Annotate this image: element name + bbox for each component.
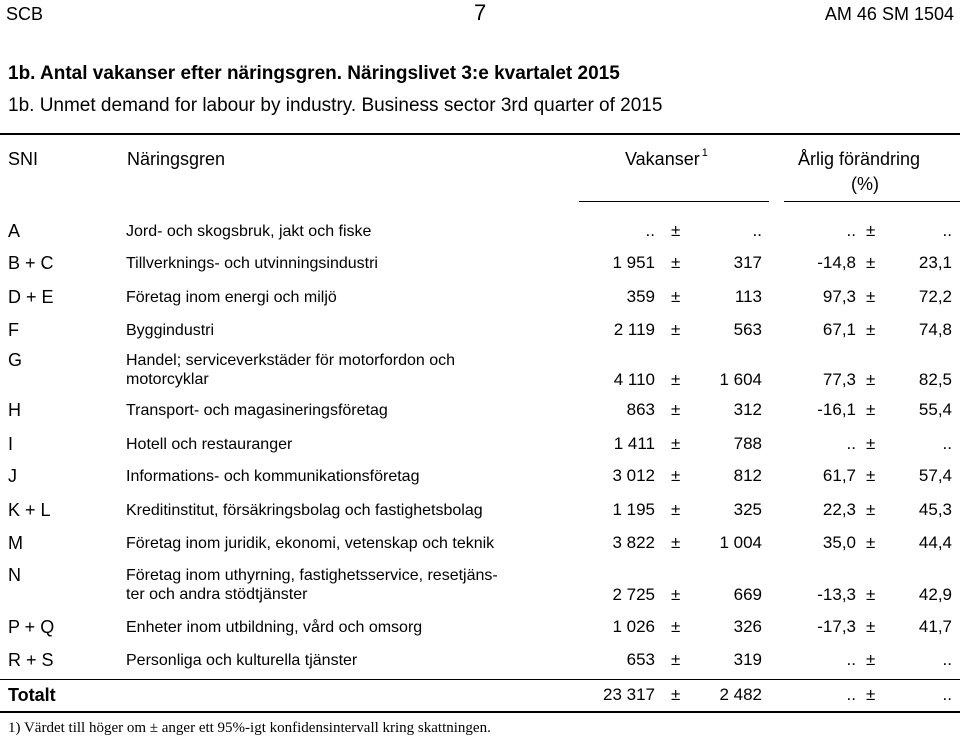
row-ci-change: 42,9	[918, 585, 952, 604]
row-pm-vacancies: ±	[671, 434, 681, 453]
row-ci-vacancies: 325	[733, 500, 762, 519]
row-industry-name: Kreditinstitut, försäkringsbolag och fastighetsbolag	[126, 502, 483, 519]
row-vacancies: 3 012	[612, 466, 655, 485]
vacancies-label: Vakanser	[625, 149, 700, 169]
row-sni-code: K + L	[8, 500, 51, 520]
row-ci-change: 57,4	[918, 466, 952, 485]
row-ci-change: 45,3	[918, 500, 952, 519]
row-ci-vacancies: 317	[733, 253, 762, 272]
row-ci-change: 23,1	[918, 253, 952, 272]
row-pm-vacancies: ±	[671, 400, 681, 419]
vacancies-footnote-ref: 1	[701, 147, 708, 159]
row-pm-vacancies: ±	[671, 650, 681, 669]
row-industry-name: Företag inom juridik, ekonomi, vetenskap och teknik	[126, 535, 495, 552]
row-sni-code: R + S	[8, 650, 54, 670]
total-vacancies: 23 317	[603, 685, 655, 704]
row-ci-vacancies: 113	[734, 287, 762, 306]
row-sni-code: M	[8, 533, 23, 553]
row-ci-vacancies: 326	[733, 617, 762, 636]
row-ci-change: 55,4	[918, 400, 952, 419]
total-pm-vacancies: ±	[671, 685, 681, 704]
row-pm-change: ±	[866, 434, 876, 453]
footnote: 1) Värdet till höger om ± anger ett 95%-igt konfidensintervall kring skattningen.	[8, 720, 491, 736]
row-ci-change: 41,7	[918, 617, 952, 636]
total-label: Totalt	[8, 685, 56, 705]
row-pm-change: ±	[866, 617, 876, 636]
row-industry-name: Hotell och restauranger	[126, 436, 293, 453]
row-ci-change: 44,4	[918, 533, 952, 552]
row-annual-change: -17,3	[817, 617, 856, 636]
row-pm-vacancies: ±	[671, 500, 681, 519]
table-row	[0, 650, 960, 674]
table-row	[0, 221, 960, 245]
row-pm-change: ±	[866, 585, 876, 604]
row-annual-change: ..	[846, 434, 856, 453]
row-ci-change: 74,8	[918, 320, 952, 339]
total-ci-vacancies: 2 482	[719, 685, 762, 704]
page-number: 7	[474, 0, 487, 25]
row-industry-name-cont: ter och andra stödtjänster	[126, 586, 308, 603]
row-vacancies: ..	[645, 221, 655, 240]
row-pm-vacancies: ±	[671, 320, 681, 339]
row-industry-name: Jord- och skogsbruk, jakt och fiske	[126, 223, 372, 240]
total-ci-change: ..	[942, 685, 952, 704]
column-header-sni: SNI	[8, 149, 39, 169]
row-pm-change: ±	[866, 287, 876, 306]
row-ci-change: ..	[942, 650, 952, 669]
row-vacancies: 1 411	[613, 434, 655, 453]
row-industry-name: Informations- och kommunikationsföretag	[126, 468, 420, 485]
row-annual-change: 97,3	[822, 287, 856, 306]
row-sni-code: J	[8, 466, 17, 486]
row-vacancies: 1 951	[612, 253, 655, 272]
row-industry-name: Företag inom uthyrning, fastighetsservice, resetjäns-	[126, 567, 498, 584]
row-pm-change: ±	[866, 650, 876, 669]
row-vacancies: 653	[626, 650, 655, 669]
row-vacancies: 4 110	[613, 370, 655, 389]
change-underline	[784, 201, 960, 202]
row-pm-vacancies: ±	[671, 585, 681, 604]
table-row	[0, 320, 960, 344]
row-pm-vacancies: ±	[671, 466, 681, 485]
table-row	[0, 253, 960, 277]
table-row	[0, 466, 960, 490]
table-row	[0, 287, 960, 311]
row-industry-name: Byggindustri	[126, 322, 215, 339]
column-header-vacancies	[625, 149, 708, 170]
row-annual-change: 22,3	[822, 500, 856, 519]
row-vacancies: 3 822	[612, 533, 655, 552]
row-sni-code: I	[8, 434, 14, 454]
row-pm-vacancies: ±	[671, 221, 681, 240]
row-pm-change: ±	[866, 370, 876, 389]
agency-label: SCB	[6, 4, 44, 24]
report-id: AM 46 SM 1504	[824, 4, 954, 24]
row-pm-vacancies: ±	[671, 617, 681, 636]
row-pm-change: ±	[866, 253, 876, 272]
row-annual-change: -13,3	[817, 585, 856, 604]
row-ci-vacancies: ..	[752, 221, 762, 240]
row-annual-change: -14,8	[817, 253, 856, 272]
row-sni-code: P + Q	[8, 617, 55, 637]
row-ci-vacancies: 1 004	[719, 533, 762, 552]
row-ci-change: ..	[942, 221, 952, 240]
row-annual-change: 77,3	[822, 370, 856, 389]
row-pm-change: ±	[866, 500, 876, 519]
table-row	[0, 617, 960, 641]
row-annual-change: 67,1	[822, 320, 856, 339]
row-ci-vacancies: 669	[733, 585, 762, 604]
column-header-industry: Näringsgren	[127, 149, 226, 169]
row-pm-change: ±	[866, 320, 876, 339]
row-industry-name: Personliga och kulturella tjänster	[126, 652, 358, 669]
row-sni-code: F	[8, 320, 19, 340]
row-vacancies: 863	[626, 400, 655, 419]
row-sni-code: G	[8, 350, 23, 370]
footnote-rule	[0, 711, 618, 712]
row-sni-code: N	[8, 565, 21, 585]
row-ci-vacancies: 812	[733, 466, 762, 485]
row-ci-vacancies: 788	[733, 434, 762, 453]
row-ci-change: ..	[942, 434, 952, 453]
row-industry-name: Tillverknings- och utvinningsindustri	[126, 255, 378, 272]
header-top-rule	[0, 133, 960, 135]
row-pm-change: ±	[866, 400, 876, 419]
row-pm-change: ±	[866, 533, 876, 552]
row-vacancies: 359	[626, 287, 655, 306]
row-industry-name: Enheter inom utbildning, vård och omsorg	[126, 619, 423, 636]
total-pm-change: ±	[866, 685, 876, 704]
row-pm-vacancies: ±	[671, 370, 681, 389]
table-row	[0, 350, 960, 394]
row-annual-change: ..	[846, 221, 856, 240]
row-ci-change: 72,2	[918, 287, 952, 306]
row-vacancies: 1 195	[612, 500, 655, 519]
row-annual-change: 61,7	[822, 466, 856, 485]
column-header-annual-change-unit: (%)	[851, 174, 879, 194]
row-industry-name: Transport- och magasineringsföretag	[126, 402, 388, 419]
row-pm-vacancies: ±	[671, 253, 681, 272]
row-vacancies: 1 026	[612, 617, 655, 636]
table-title-english: 1b. Unmet demand for labour by industry. Business sector 3rd quarter of 2015	[8, 95, 663, 116]
row-pm-change: ±	[866, 221, 876, 240]
row-pm-vacancies: ±	[671, 287, 681, 306]
row-sni-code: B + C	[8, 253, 54, 273]
total-top-rule	[0, 679, 960, 680]
table-title-swedish: 1b. Antal vakanser efter näringsgren. Näringslivet 3:e kvartalet 2015	[8, 63, 620, 84]
row-annual-change: 35,0	[822, 533, 856, 552]
table-row	[0, 533, 960, 557]
row-industry-name-cont: motorcyklar	[126, 371, 209, 388]
total-row	[0, 685, 960, 709]
row-sni-code: H	[8, 400, 21, 420]
row-industry-name: Handel; serviceverkstäder för motorfordon och	[126, 352, 456, 369]
row-annual-change: -16,1	[817, 400, 856, 419]
table-row	[0, 400, 960, 424]
row-ci-vacancies: 319	[733, 650, 762, 669]
row-vacancies: 2 119	[613, 320, 655, 339]
total-change: ..	[846, 685, 856, 704]
row-annual-change: ..	[846, 650, 856, 669]
row-ci-vacancies: 563	[733, 320, 762, 339]
table-row	[0, 565, 960, 609]
vacancies-underline	[579, 201, 769, 202]
row-ci-change: 82,5	[918, 370, 952, 389]
row-sni-code: A	[8, 221, 21, 241]
table-row	[0, 500, 960, 524]
row-industry-name: Företag inom energi och miljö	[126, 289, 337, 306]
row-ci-vacancies: 312	[733, 400, 762, 419]
row-ci-vacancies: 1 604	[719, 370, 762, 389]
table-row	[0, 434, 960, 458]
row-sni-code: D + E	[8, 287, 54, 307]
row-pm-vacancies: ±	[671, 533, 681, 552]
row-vacancies: 2 725	[612, 585, 655, 604]
column-header-annual-change: Årlig förändring	[798, 149, 921, 169]
row-pm-change: ±	[866, 466, 876, 485]
